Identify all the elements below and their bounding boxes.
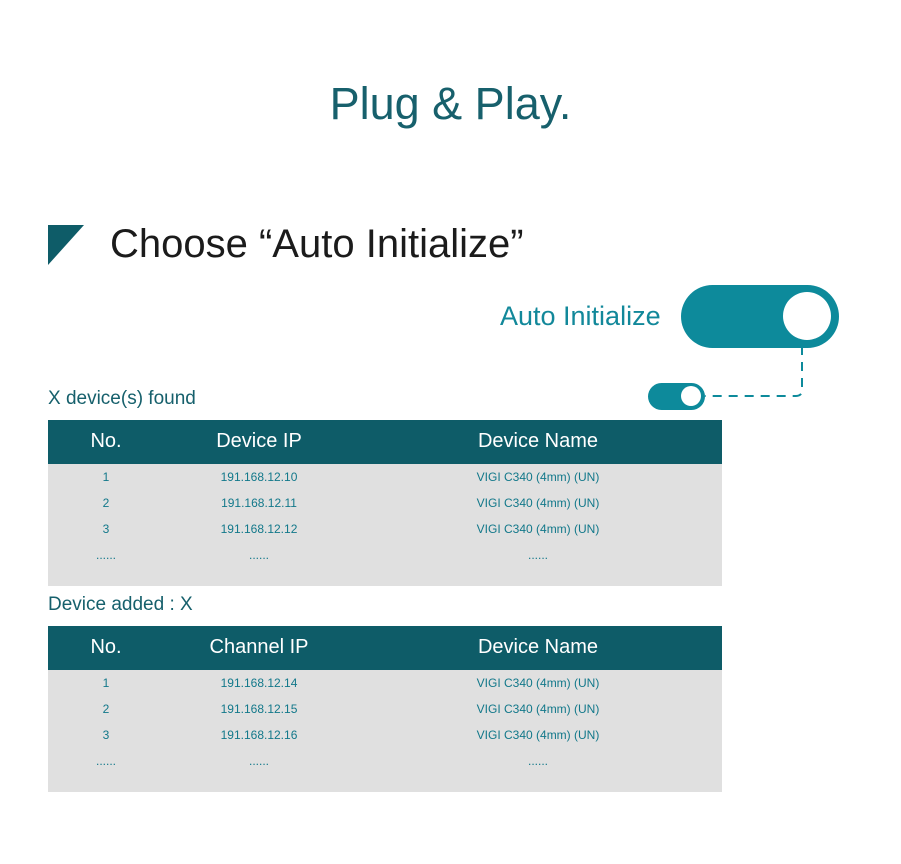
devices-found-block — [48, 388, 722, 586]
table-row — [48, 748, 722, 782]
cell-device-ip: 191.168.12.10 — [164, 464, 354, 490]
table-row — [48, 516, 722, 542]
column-header-no: No. — [48, 626, 164, 670]
cell-channel-ip: 191.168.12.14 — [164, 670, 354, 696]
cell-no: 3 — [48, 516, 164, 542]
table-row — [48, 542, 722, 576]
cell-no: 1 — [48, 670, 164, 696]
cell-no: ...... — [48, 542, 164, 576]
column-header-device-name: Device Name — [354, 626, 722, 670]
page-title: Plug & Play. — [329, 78, 572, 129]
cell-device-name: VIGI C340 (4mm) (UN) — [354, 464, 722, 490]
cell-no: 3 — [48, 722, 164, 748]
cell-channel-ip: 191.168.12.15 — [164, 696, 354, 722]
devices-found-caption: X device(s) found — [48, 388, 196, 409]
cell-no: 1 — [48, 464, 164, 490]
cell-device-name: VIGI C340 (4mm) (UN) — [354, 696, 722, 722]
auto-initialize-label: Auto Initialize — [500, 301, 661, 331]
devices-added-table — [48, 626, 722, 782]
table-bottom-padding — [48, 782, 722, 792]
cell-device-ip: 191.168.12.12 — [164, 516, 354, 542]
table-row — [48, 696, 722, 722]
table-header-row — [48, 420, 722, 464]
cell-channel-ip: 191.168.12.16 — [164, 722, 354, 748]
table-row — [48, 670, 722, 696]
section-title: Choose “Auto Initialize” — [110, 222, 524, 266]
table-bottom-padding — [48, 576, 722, 586]
cell-channel-ip: ...... — [164, 748, 354, 782]
column-header-no: No. — [48, 420, 164, 464]
table-row — [48, 490, 722, 516]
cell-device-name: VIGI C340 (4mm) (UN) — [354, 722, 722, 748]
cell-device-name: ...... — [354, 542, 722, 576]
cell-device-name: VIGI C340 (4mm) (UN) — [354, 670, 722, 696]
cell-device-name: VIGI C340 (4mm) (UN) — [354, 516, 722, 542]
table-row — [48, 464, 722, 490]
triangle-bullet-icon — [48, 225, 84, 265]
column-header-device-ip: Device IP — [164, 420, 354, 464]
section-heading — [48, 222, 524, 267]
devices-added-caption: Device added : X — [48, 594, 193, 615]
table-row — [48, 722, 722, 748]
toggle-knob — [783, 292, 831, 340]
cell-device-name: ...... — [354, 748, 722, 782]
devices-found-table — [48, 420, 722, 576]
devices-added-block — [48, 594, 722, 792]
auto-initialize-row — [500, 285, 839, 348]
cell-device-ip: ...... — [164, 542, 354, 576]
auto-initialize-toggle[interactable] — [681, 285, 839, 348]
column-header-channel-ip: Channel IP — [164, 626, 354, 670]
cell-no: 2 — [48, 490, 164, 516]
column-header-device-name: Device Name — [354, 420, 722, 464]
table-header-row — [48, 626, 722, 670]
cell-device-name: VIGI C340 (4mm) (UN) — [354, 490, 722, 516]
cell-no: 2 — [48, 696, 164, 722]
cell-no: ...... — [48, 748, 164, 782]
cell-device-ip: 191.168.12.11 — [164, 490, 354, 516]
